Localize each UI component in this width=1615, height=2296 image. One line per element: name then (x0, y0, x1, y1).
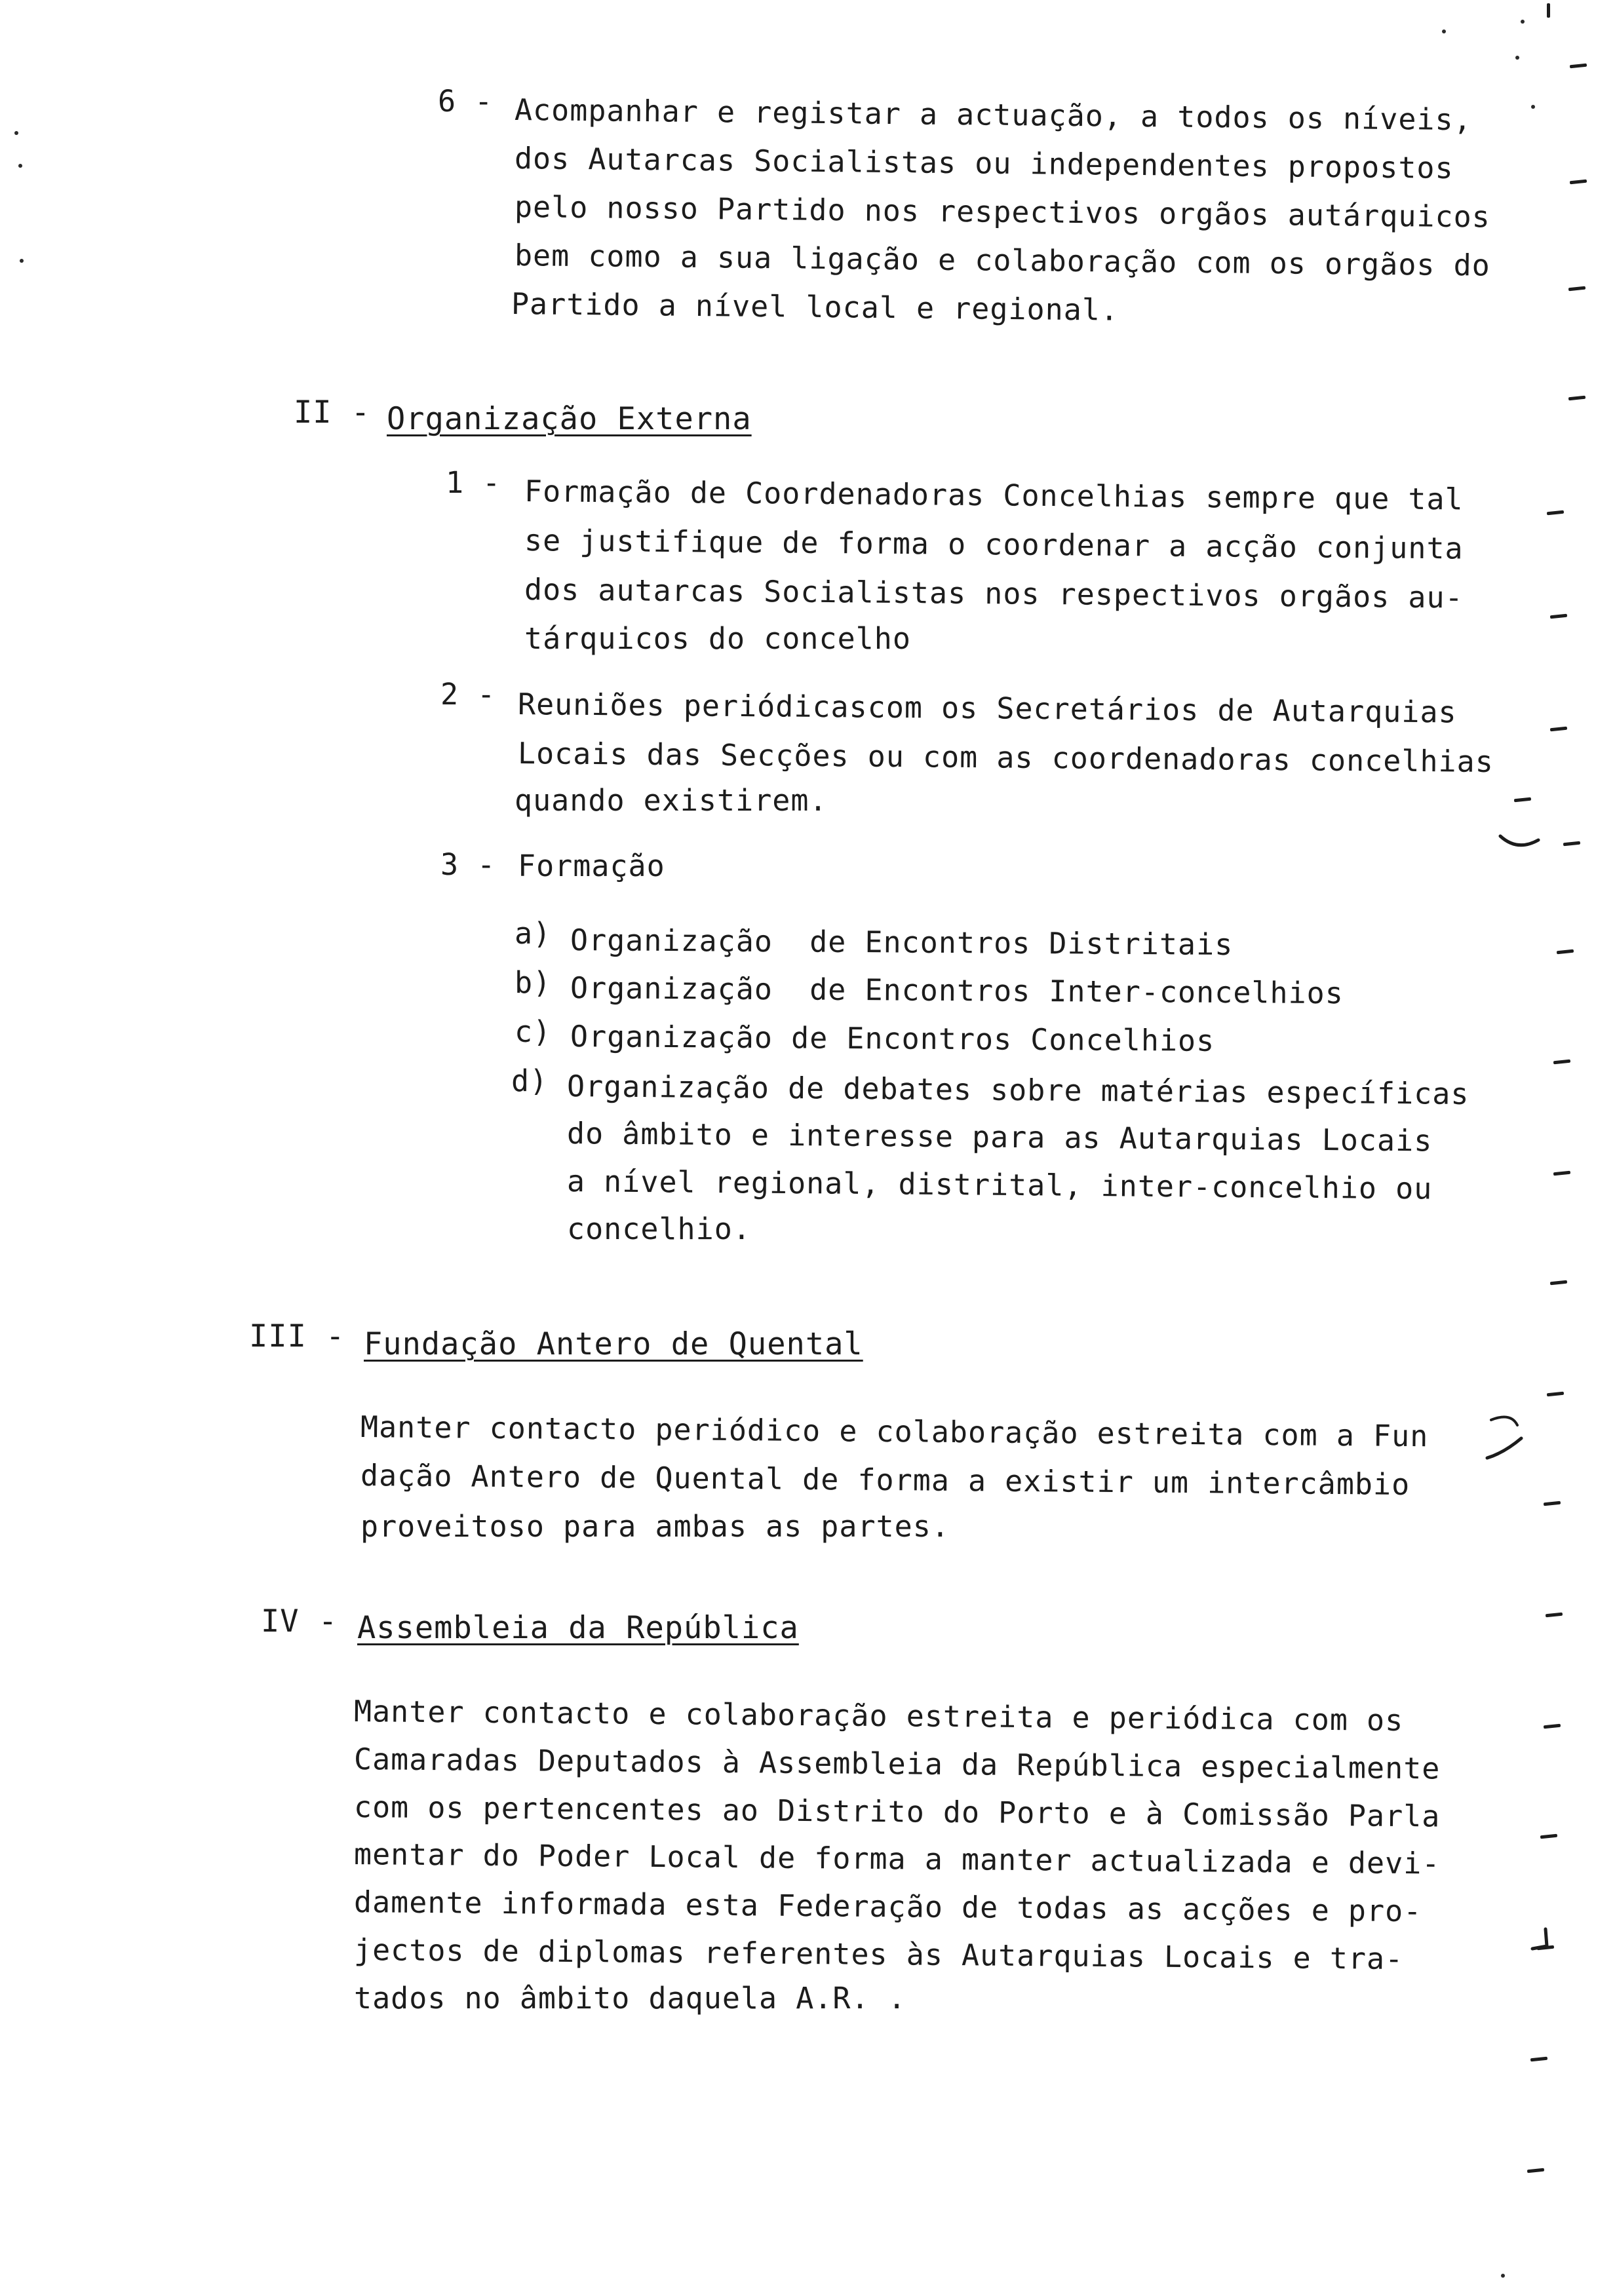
subitem-d-line-4: concelhio. (567, 1212, 751, 1246)
margin-mark (1570, 64, 1587, 69)
section-2-item-3-number: 3 - (440, 847, 496, 882)
item-6-number: 6 - (438, 84, 494, 119)
section-3-line-1: Manter contacto periódico e colaboração estreita com a Fun (360, 1409, 1429, 1454)
dust-speck (14, 131, 18, 135)
section-4-line-2: Camaradas Deputados à Assembleia da República especialmente (353, 1742, 1441, 1786)
section-4-line-4: mentar do Poder Local de forma a manter actualizada e devi- (353, 1837, 1441, 1881)
item-6-line-5: Partido a nível local e regional. (511, 286, 1119, 328)
subitem-d-line-2: do âmbito e interesse para as Autarquias Locais (566, 1116, 1433, 1158)
section-3-numeral: III - (249, 1318, 345, 1354)
margin-mark (1568, 286, 1586, 292)
margin-mark (1547, 510, 1564, 516)
margin-mark (1553, 1060, 1570, 1065)
section-4-line-3: com os pertencentes ao Distrito do Porto e à Comissão Parla (353, 1789, 1441, 1834)
item-6-line-1: Acompanhar e registar a actuação, a todos os níveis, (514, 92, 1473, 138)
section-2-item-1-line-2: se justifique de forma o coordenar a acção conjunta (524, 523, 1464, 566)
subitem-d-line-1: Organização de debates sobre matérias específicas (566, 1069, 1469, 1112)
margin-mark (1546, 1613, 1563, 1618)
section-2-item-2-line-2: Locais das Secções ou com as coordenadoras concelhias (517, 736, 1494, 779)
subitem-c-line-1: Organização de Encontros Concelhios (570, 1019, 1215, 1058)
margin-mark (1540, 1834, 1557, 1839)
margin-mark (1547, 3, 1550, 18)
margin-mark (1527, 2168, 1544, 2173)
dust-speck (1515, 56, 1519, 60)
margin-mark (1553, 1171, 1570, 1176)
margin-mark (1568, 396, 1586, 401)
section-4-line-1: Manter contacto e colaboração estreita e periódica com os (353, 1694, 1404, 1738)
section-2-item-2-line-3: quando existirem. (515, 783, 828, 818)
subitem-c-letter: c) (515, 1014, 552, 1049)
margin-mark (1563, 841, 1580, 847)
section-2-item-1-line-4: tárquicos do concelho (524, 621, 911, 656)
section-4-title: Assembleia da República (357, 1610, 799, 1646)
margin-mark (1550, 1280, 1567, 1286)
margin-curve (1527, 1926, 1553, 1953)
dust-speck (1501, 2274, 1505, 2278)
dust-speck (20, 259, 24, 263)
section-2-title: Organização Externa (387, 401, 752, 437)
margin-mark (1557, 949, 1574, 955)
margin-mark (1550, 614, 1567, 619)
subitem-a-letter: a) (515, 916, 552, 951)
subitem-d-line-3: a nível regional, distrital, inter-concelhio ou (566, 1164, 1433, 1206)
subitem-b-letter: b) (515, 965, 552, 1000)
section-2-item-2-line-1: Reuniões periódicascom os Secretários de Autarquias (517, 687, 1457, 730)
subitem-d-letter: d) (511, 1063, 549, 1098)
section-4-line-5: damente informada esta Federação de todas as acções e pro- (353, 1885, 1422, 1929)
subitem-a-line-1: Organização de Encontros Distritais (570, 923, 1234, 963)
margin-mark (1514, 797, 1531, 803)
section-3-line-3: proveitoso para ambas as partes. (360, 1509, 950, 1544)
margin-mark (1547, 1392, 1564, 1397)
item-6-line-4: bem como a sua ligação e colaboração com os orgãos do (514, 238, 1491, 283)
dust-speck (1442, 29, 1446, 33)
section-2-item-3-title: Formação (518, 849, 665, 883)
dust-speck (1521, 20, 1525, 24)
dust-speck (1531, 105, 1535, 109)
item-6-line-3: pelo nosso Partido nos respectivos orgãos autárquicos (514, 189, 1491, 235)
section-4-line-7: tados no âmbito daquela A.R. . (354, 1981, 906, 2016)
section-2-item-1-line-3: dos autarcas Socialistas nos respectivos orgãos au- (524, 572, 1464, 615)
margin-curve (1498, 832, 1544, 858)
dust-speck (18, 164, 22, 168)
margin-mark (1544, 1501, 1561, 1506)
margin-mark (1544, 1724, 1561, 1729)
section-2-numeral: II - (294, 394, 371, 430)
section-2-item-2-number: 2 - (440, 677, 496, 712)
subitem-b-line-1: Organização de Encontros Inter-concelhios (570, 970, 1344, 1011)
section-4-numeral: IV - (261, 1603, 338, 1639)
margin-mark (1550, 727, 1567, 732)
margin-mark (1570, 180, 1587, 185)
section-3-line-2: dação Antero de Quental de forma a existir um intercâmbio (360, 1458, 1411, 1502)
section-2-item-1-number: 1 - (446, 465, 501, 500)
section-3-title: Fundação Antero de Quental (364, 1326, 863, 1362)
section-4-line-6: jectos de diplomas referentes às Autarquias Locais e tra- (353, 1932, 1404, 1976)
item-6-line-2: dos Autarcas Socialistas ou independentes propostos (514, 141, 1454, 186)
margin-curve (1485, 1412, 1530, 1471)
margin-mark (1530, 2057, 1547, 2062)
section-2-item-1-line-1: Formação de Coordenadoras Concelhias sempre que tal (524, 474, 1464, 517)
